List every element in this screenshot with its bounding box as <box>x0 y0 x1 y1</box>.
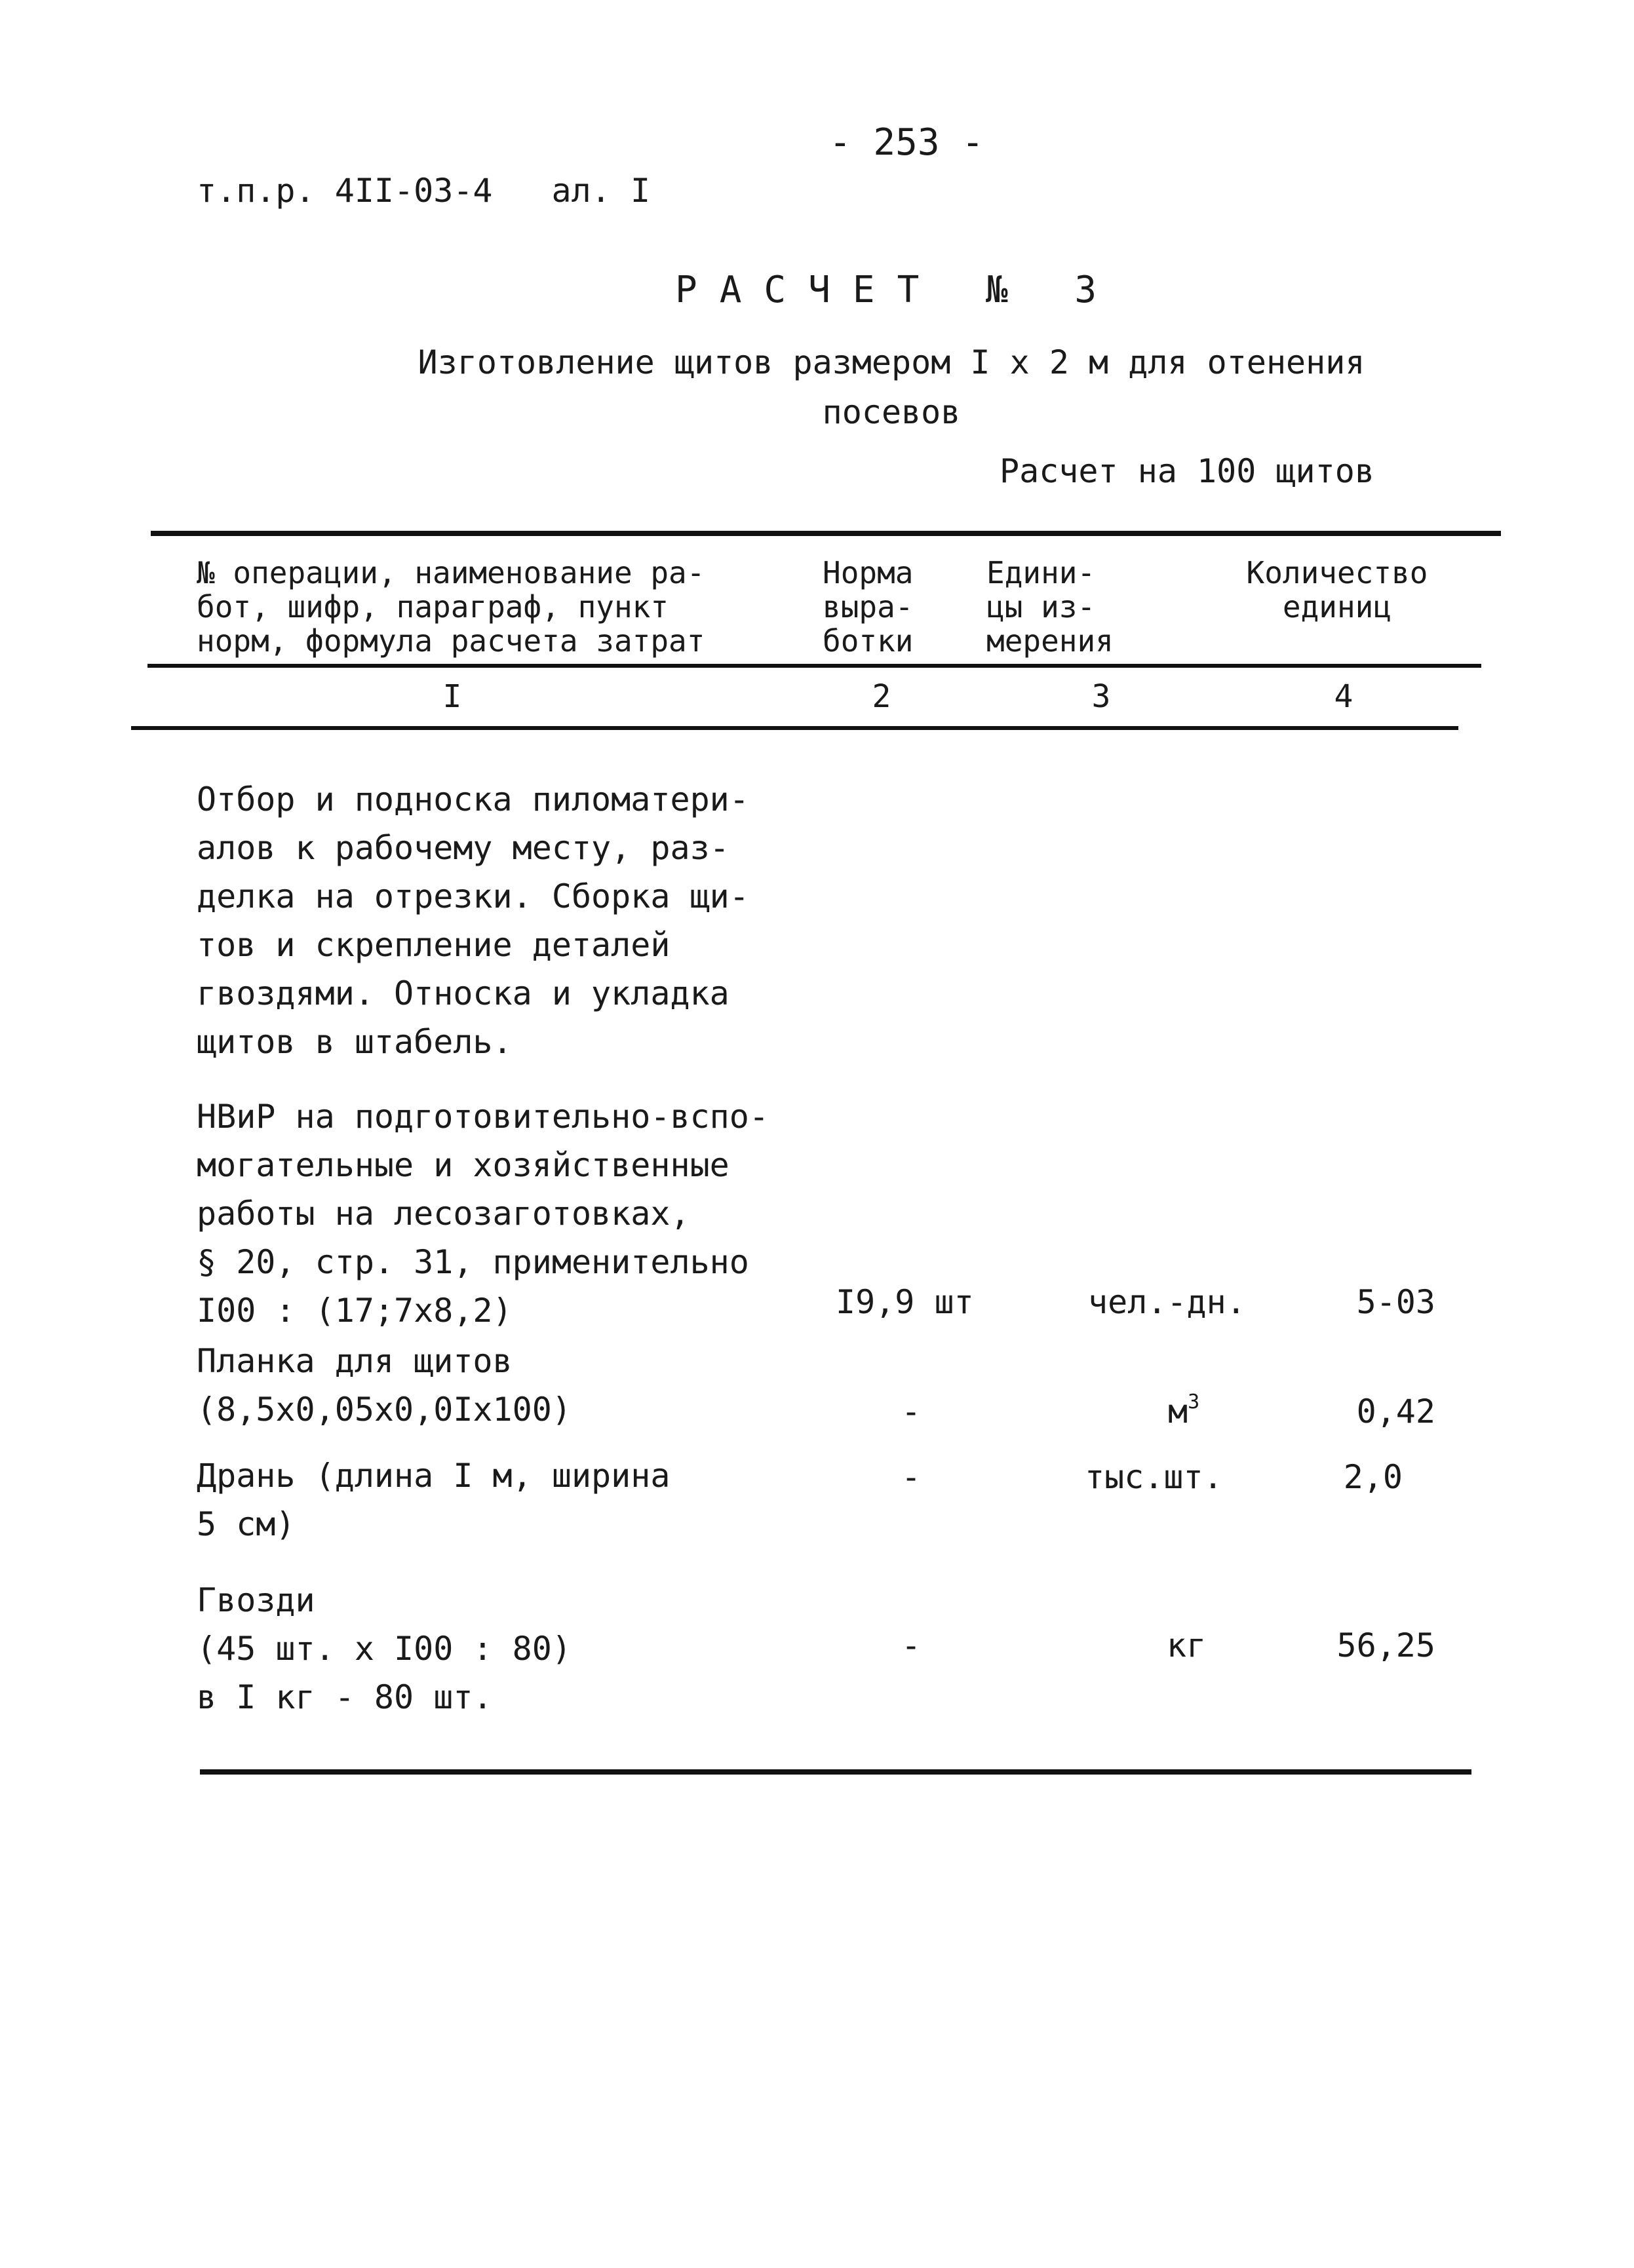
calculation-subtitle: Изготовление щитов размером I x 2 м для отенения посевов <box>418 343 1365 431</box>
row-unit: чел.-дн. <box>1088 1283 1246 1321</box>
row-description: Гвозди (45 шт. x I00 : 80) в I кг - 80 шт. <box>197 1581 572 1716</box>
row-unit <box>1168 1393 1199 1431</box>
row-quantity: 2,0 <box>1343 1458 1403 1496</box>
column-header-description: № операции, наименование ра- бот, шифр, параграф, пункт норм, формула расчета затрат <box>197 555 705 659</box>
row-description: Отбор и подноска пиломатери- алов к рабочему месту, раз- делка на отрезки. Сборка щи- тов и скрепление деталей гвоздями. Относка и укладка щитов в штабель. <box>197 780 749 1061</box>
document-reference <box>197 172 650 210</box>
row-quantity: 0,42 <box>1356 1393 1435 1431</box>
row-norm: I9,9 шт <box>836 1283 974 1321</box>
row-norm: - <box>901 1393 922 1431</box>
document-code: т.п.р. 4II-03-4 <box>197 172 493 210</box>
page-number: - 253 - <box>829 121 984 164</box>
row-norm: - <box>901 1626 922 1664</box>
row-norm: - <box>901 1458 922 1496</box>
table-header-rule <box>147 664 1481 668</box>
column-header-unit: Едини- цы из- мерения <box>986 555 1114 659</box>
column-number: I <box>442 678 462 715</box>
column-header-quantity: Количество единиц <box>1246 555 1428 625</box>
table-top-rule <box>151 531 1501 536</box>
row-quantity: 56,25 <box>1336 1626 1435 1664</box>
row-description: Планка для щитов (8,5x0,05x0,0Ix100) <box>197 1342 572 1429</box>
calculation-title: РАСЧЕТ № 3 <box>675 269 1119 311</box>
unit-label: м <box>1168 1393 1188 1431</box>
row-unit: кг <box>1167 1626 1207 1664</box>
table-colnum-rule <box>131 726 1458 730</box>
unit-exponent: 3 <box>1188 1391 1200 1413</box>
row-description: Дрань (длина I м, ширина 5 см) <box>197 1457 671 1543</box>
column-number: 3 <box>1091 678 1111 715</box>
sheet-number: ал. I <box>551 172 651 210</box>
column-number: 4 <box>1334 678 1353 715</box>
column-header-norm: Норма выра- ботки <box>823 555 914 659</box>
row-unit: тыс.шт. <box>1085 1458 1223 1496</box>
column-number: 2 <box>872 678 891 715</box>
row-description: НВиР на подготовительно-вспо- могательные и хозяйственные работы на лесозаготовках, § 20, стр. 31, применительно I00 : (17;7x8,2) <box>197 1098 769 1330</box>
calculation-basis: Расчет на 100 щитов <box>1000 452 1374 490</box>
table-bottom-rule <box>200 1769 1471 1775</box>
row-quantity: 5-03 <box>1356 1283 1435 1321</box>
